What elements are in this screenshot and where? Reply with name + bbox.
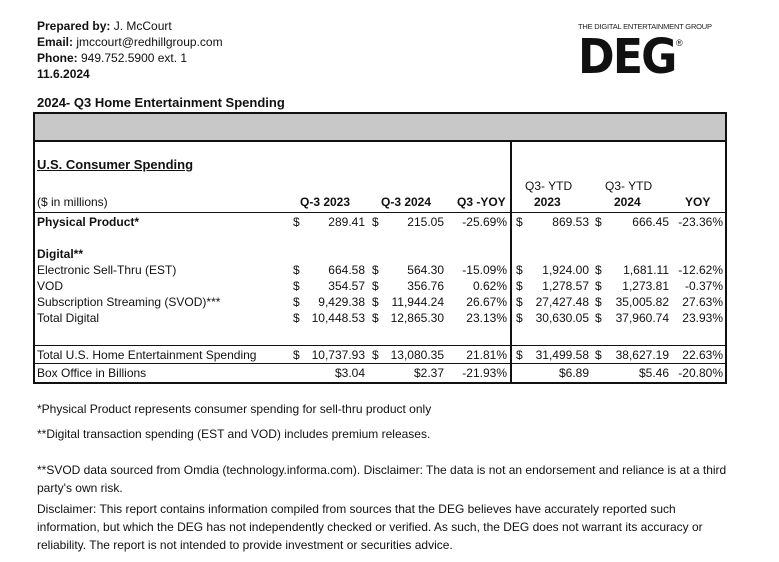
q3-2023-value: 664.58 [328, 263, 365, 277]
ytd-2023-header: 2023 [534, 195, 561, 209]
yoy-header: YOY [685, 195, 711, 209]
ytd-yoy-value: 23.93% [682, 311, 723, 325]
currency-sign: $ [516, 215, 523, 229]
q3-2024-value: 356.76 [407, 279, 444, 293]
ytd-2024-value: $5.46 [638, 366, 669, 380]
total-rule-top [35, 345, 725, 346]
currency-sign: $ [372, 263, 379, 277]
report-title: 2024- Q3 Home Entertainment Spending [37, 95, 285, 110]
ytd-2024-value: 38,627.19 [615, 348, 669, 362]
currency-sign: $ [372, 279, 379, 293]
footnote-digital: **Digital transaction spending (EST and VOD) includes premium releases. [37, 427, 431, 441]
currency-sign: $ [372, 311, 379, 325]
row-label: VOD [37, 279, 64, 293]
footnote-physical: *Physical Product represents consumer spending for sell-thru product only [37, 402, 432, 416]
ytd-2024-header-top: Q3- YTD [605, 179, 653, 193]
ytd-2024-value: 37,960.74 [615, 311, 669, 325]
q3-2023-header: Q-3 2023 [300, 195, 351, 209]
q3-yoy-value: 0.62% [472, 279, 507, 293]
ytd-yoy-value: -12.62% [678, 263, 723, 277]
q3-yoy-value: -15.09% [462, 263, 507, 277]
ytd-yoy-value: 22.63% [682, 348, 723, 362]
ytd-yoy-value: 27.63% [682, 295, 723, 309]
row-label: Subscription Streaming (SVOD)*** [37, 295, 221, 309]
currency-sign: $ [595, 311, 602, 325]
preparer-info [37, 18, 223, 82]
row-label: Digital** [37, 247, 84, 261]
report-date: 11.6.2024 [37, 67, 90, 81]
q3-2024-value: 12,865.30 [390, 311, 444, 325]
registered-mark: ® [676, 38, 683, 48]
disclaimer: Disclaimer: This report contains information compiled from sources that the DEG believes have accurately reported such information, but which the DEG has not independently checked or verified. As such, the DEG does not warrant its accuracy or reliability. The report is not intended to provide investment or securities advice. [37, 502, 703, 552]
currency-sign: $ [372, 215, 379, 229]
q3-2023-value: 10,448.53 [311, 311, 365, 325]
q3-yoy-header: Q3 -YOY [457, 195, 506, 209]
total-rule-bottom [35, 363, 725, 364]
logo-mark: DEG [578, 29, 676, 85]
table-header-band [35, 114, 725, 142]
currency-sign: $ [372, 295, 379, 309]
q3-2024-value: 564.30 [407, 263, 444, 277]
currency-sign: $ [595, 263, 602, 277]
currency-sign: $ [293, 263, 300, 277]
table-row [35, 262, 725, 278]
q3-2023-value: 10,737.93 [311, 348, 365, 362]
row-label: Physical Product* [37, 215, 140, 229]
currency-sign: $ [293, 215, 300, 229]
header-rule [35, 212, 725, 213]
ytd-2023-value: 1,924.00 [542, 263, 589, 277]
currency-sign: $ [516, 263, 523, 277]
currency-sign: $ [595, 279, 602, 293]
q3-2024-value: $2.37 [413, 366, 444, 380]
row-label: Total U.S. Home Entertainment Spending [37, 348, 257, 362]
currency-sign: $ [293, 295, 300, 309]
ytd-2023-value: $6.89 [558, 366, 589, 380]
currency-sign: $ [372, 348, 379, 362]
currency-sign: $ [595, 295, 602, 309]
q3-2024-value: 13,080.35 [390, 348, 444, 362]
q3-2023-value: $3.04 [334, 366, 365, 380]
table-row [35, 365, 725, 381]
q3-yoy-value: 26.67% [466, 295, 507, 309]
ytd-2024-value: 1,273.81 [622, 279, 669, 293]
currency-sign: $ [516, 311, 523, 325]
ytd-2023-header-top: Q3- YTD [525, 179, 573, 193]
q3-2023-value: 354.57 [328, 279, 365, 293]
currency-sign: $ [293, 311, 300, 325]
row-label: Box Office in Billions [37, 366, 147, 380]
q3-yoy-value: 21.81% [466, 348, 507, 362]
ytd-2023-value: 30,630.05 [535, 311, 589, 325]
ytd-yoy-value: -23.36% [678, 215, 723, 229]
ytd-2024-value: 1,681.11 [623, 263, 669, 277]
footnote-svod: **SVOD data sourced from Omdia (technology.informa.com). Disclaimer: The data is not an endorsement and reliance is at a third party's own risk. [37, 463, 727, 495]
ytd-2024-header: 2024 [614, 195, 641, 209]
q3-2024-value: 215.05 [407, 215, 444, 229]
ytd-2023-value: 27,427.48 [535, 295, 589, 309]
currency-sign: $ [516, 348, 523, 362]
section-title: U.S. Consumer Spending [37, 157, 194, 172]
ytd-2023-value: 1,278.57 [542, 279, 589, 293]
ytd-yoy-value: -0.37% [684, 279, 723, 293]
ytd-yoy-value: -20.80% [678, 366, 723, 380]
phone-line: Phone: 949.752.5900 ext. 1 [37, 51, 188, 65]
currency-sign: $ [516, 295, 523, 309]
ytd-2023-value: 869.53 [552, 215, 589, 229]
currency-sign: $ [293, 279, 300, 293]
q3-2023-value: 289.41 [328, 215, 365, 229]
ytd-2024-value: 35,005.82 [615, 295, 669, 309]
row-label: Total Digital [37, 311, 100, 325]
ytd-2023-value: 31,499.58 [535, 348, 589, 362]
units-label: ($ in millions) [37, 195, 108, 209]
logo-tagline: THE DIGITAL ENTERTAINMENT GROUP [578, 22, 712, 31]
table-row [35, 347, 725, 363]
prepared-by-line: Prepared by: J. McCourt [37, 19, 172, 33]
table-row [35, 246, 725, 262]
column-header-row [35, 194, 725, 210]
ytd-header-row [35, 178, 725, 194]
currency-sign: $ [293, 348, 300, 362]
q3-2024-header: Q-3 2024 [381, 195, 432, 209]
q3-2024-value: 11,944.24 [391, 295, 444, 309]
table-row [35, 214, 725, 230]
q3-yoy-value: -21.93% [462, 366, 507, 380]
q3-yoy-value: 23.13% [466, 311, 507, 325]
table-row [35, 294, 725, 310]
currency-sign: $ [516, 279, 523, 293]
row-label: Electronic Sell-Thru (EST) [37, 263, 177, 277]
currency-sign: $ [595, 348, 602, 362]
deg-logo [578, 22, 712, 92]
table-row [35, 310, 725, 326]
email-link[interactable]: jmccourt@redhillgroup.com [73, 35, 223, 49]
q3-yoy-value: -25.69% [462, 215, 507, 229]
currency-sign: $ [595, 215, 602, 229]
email-line: Email: jmccourt@redhillgroup.com [37, 35, 223, 49]
q3-2023-value: 9,429.38 [318, 295, 365, 309]
table-row [35, 278, 725, 294]
ytd-2024-value: 666.45 [632, 215, 669, 229]
